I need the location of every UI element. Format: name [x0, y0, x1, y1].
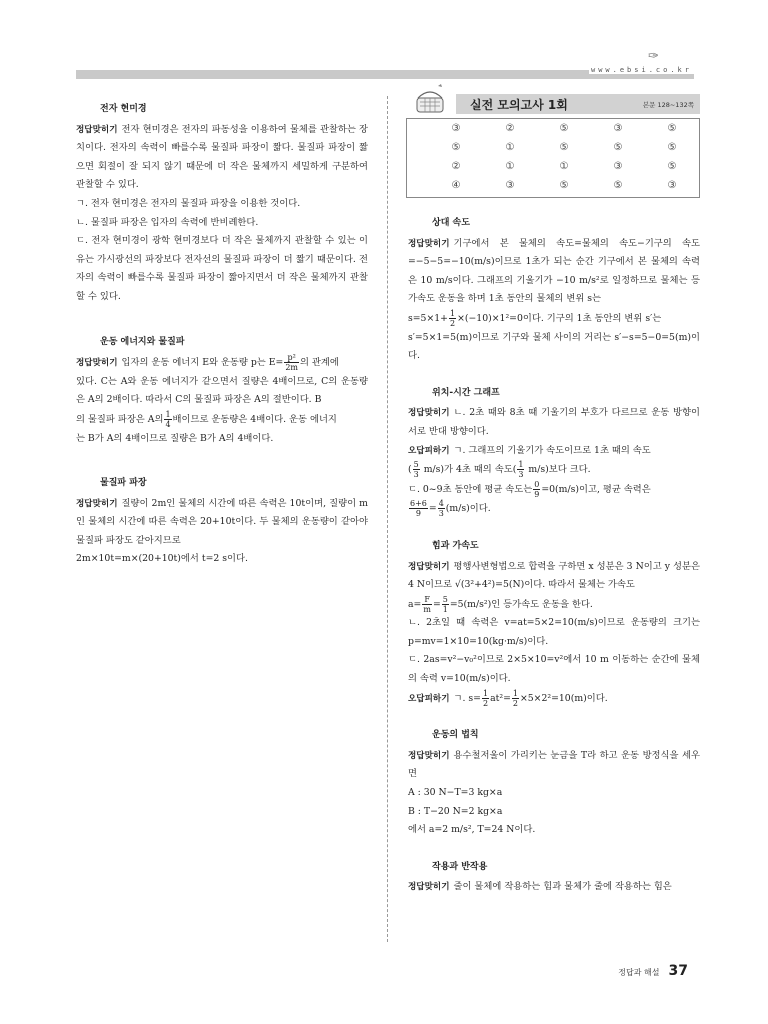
- answer-cell: ⑤: [613, 180, 623, 191]
- answer-table: [406, 118, 700, 198]
- section-force-acceleration: [408, 537, 700, 708]
- fraction: $\frac{\text{p²}}{2m}$: [285, 353, 298, 373]
- fraction: $\frac{6+6}{9}$: [410, 499, 427, 519]
- fraction: $\frac{5}{3}$: [413, 460, 419, 480]
- text: ×(−10)×1²=0이다. 기구의 1초 동안의 변위 s′는: [457, 312, 662, 324]
- paragraph: B : T−20 N=2 kg×a: [408, 805, 503, 817]
- answer-header: [440, 92, 700, 116]
- answer-cell: ⑤: [559, 123, 569, 134]
- paragraph: $\frac{6+6}{9}$ = $\frac{4}{3}$ (m/s)이다.: [410, 499, 491, 519]
- paragraph: [408, 442, 700, 461]
- footer-label: 정답과 해설: [618, 968, 660, 977]
- text: 의 관계에: [300, 357, 339, 369]
- section-title: 운동 에너지와 물질파: [100, 336, 185, 347]
- paragraph: 2m×10t=m×(20+10t)에서 t=2 s이다.: [76, 553, 248, 565]
- fraction: $\frac{F}{m}$: [423, 594, 431, 614]
- fraction: $\frac{1}{3}$: [518, 460, 524, 480]
- answer-pages: 본문 128~132쪽: [642, 101, 694, 109]
- text: 배이므로 운동량은 4배이다. 운동 에너지: [172, 413, 337, 425]
- section-title: 물질파 파장: [100, 478, 147, 489]
- right-column: [408, 214, 700, 897]
- section-matter-wave-wavelength: [76, 474, 368, 569]
- column-divider: [387, 96, 388, 942]
- answer-label: 정답맞히기: [408, 882, 450, 893]
- answer-cell: ③: [613, 161, 623, 172]
- text: 전자 현미경은 전자의 파동성을 이용하여 물체를 관찰하는 장치이다. 전자의 속력이 빠를수록 물질파 파장이 짧다. 물질파 파장이 짧으면 회절이 잘 되지 않기 때문에 더 작은 물체까지 세밀하게 구분하여 관찰할 수 있다.: [76, 123, 368, 191]
- answer-cell: ⑤: [667, 142, 677, 153]
- answer-cell: ⑤: [613, 142, 623, 153]
- paragraph: A : 30 N−T=3 kg×a: [408, 787, 503, 799]
- answer-label: 정답맞히기: [76, 124, 118, 135]
- paragraph: [408, 878, 700, 897]
- paragraph: [76, 121, 368, 195]
- text: 질량이 2m인 물체의 시간에 따른 속력은 10t이며, 질량이 m인 물체의 시간에 따른 속력은 20+10t이다. 두 물체의 운동량이 같아야 물질파 파장도 같아지므로: [76, 497, 368, 546]
- answer-cell: ③: [505, 180, 515, 191]
- answer-row: [407, 120, 699, 138]
- fraction: $\frac{1}{2}$: [512, 688, 518, 708]
- answer-title: 실전 모의고사 1회: [470, 98, 568, 112]
- answer-label: 정답맞히기: [408, 750, 450, 761]
- answer-cell: ①: [505, 142, 515, 153]
- paragraph: 있다. C는 A와 운동 에너지가 같으면서 질량은 4배이므로, C의 운동량은 A의 2배이다. 따라서 C의 물질파 파장은 A의 절반이다. B: [76, 375, 368, 406]
- answer-cell: ⑤: [451, 142, 461, 153]
- answer-row: [407, 177, 699, 195]
- section-laws-of-motion: [408, 726, 700, 840]
- section-position-time-graph: [408, 384, 700, 519]
- section-electron-microscope: [76, 100, 368, 307]
- text: 평행사변형법으로 합력을 구하면 x 성분은 3 N이고 y 성분은 4 N이므로 √(3²+4²)=5(N)이다. 따라서 물체는 가속도: [408, 560, 700, 591]
- paragraph: [76, 495, 368, 551]
- answer-label: 정답맞히기: [408, 561, 450, 572]
- answer-label: 정답맞히기: [76, 498, 118, 509]
- text: s=5×1+: [408, 312, 448, 324]
- answer-cell: ⑤: [559, 142, 569, 153]
- answer-cell: ⑤: [667, 161, 677, 172]
- paragraph: ㄱ. 전자 현미경은 전자의 물질파 파장을 이용한 것이다.: [76, 197, 301, 209]
- fraction: $\frac{4}{3}$: [438, 499, 444, 519]
- answer-label: 정답맞히기: [408, 408, 450, 419]
- paragraph: ㄷ. 2as=v²−v₀²이므로 2×5×10=v²에서 10 m 이동하는 순간에 물체의 속력 v=10(m/s)이다.: [408, 654, 700, 685]
- answer-label: 정답맞히기: [408, 238, 450, 249]
- paragraph: a= $\frac{F}{m}$ = $\frac{5}{1}$ =5(m/s²)인 등가속도 운동을 한다.: [408, 594, 593, 614]
- fraction: $\frac{1}{2}$: [449, 308, 456, 328]
- text: 입자의 운동 에너지 E와 운동량 p는 E=: [121, 357, 284, 369]
- paragraph: [408, 404, 700, 441]
- left-column: [76, 100, 368, 569]
- paragraph: s′=5×1=5(m)이므로 기구와 물체 사이의 거리는 s′−s=5−0=5(m)이다.: [408, 331, 700, 362]
- fraction: $\frac{1}{2}$: [482, 688, 489, 708]
- page-footer: [618, 960, 688, 979]
- paragraph: [76, 410, 368, 430]
- section-action-reaction: [408, 858, 700, 897]
- paragraph: [408, 309, 700, 329]
- answer-label: 정답맞히기: [76, 358, 118, 369]
- text: ㄱ. 그래프의 기울기가 속도이므로 1초 때의 속도: [453, 444, 651, 456]
- answer-cell: ⑤: [667, 123, 677, 134]
- section-title: 위치-시간 그래프: [432, 387, 500, 398]
- fraction: $\frac{0}{9}$: [534, 479, 540, 499]
- section-title: 전자 현미경: [100, 104, 147, 114]
- wrong-answer-label: 오답피하기: [408, 693, 450, 704]
- page-number: 37: [668, 963, 688, 979]
- paragraph: ㄴ. 물질파 파장은 입자의 속력에 반비례한다.: [76, 216, 259, 228]
- answer-row: [407, 158, 699, 176]
- fraction: $\frac{5}{1}$: [442, 594, 448, 614]
- section-title: 상대 속도: [432, 218, 470, 228]
- section-title: 힘과 가속도: [432, 540, 479, 551]
- answer-cell: ③: [613, 123, 623, 134]
- paragraph: [76, 353, 368, 373]
- answer-cell: ①: [505, 161, 515, 172]
- paragraph: 에서 a=2 m/s², T=24 N이다.: [408, 824, 536, 836]
- paragraph: ㄷ. 0~9초 동안에 평균 속도는 $\frac{0}{9}$ =0(m/s)이고, 평균 속력은: [408, 479, 651, 499]
- section-title: 운동의 법칙: [432, 730, 479, 741]
- answer-cell: ②: [451, 161, 461, 172]
- answer-cell: ③: [667, 180, 677, 191]
- paragraph: ( $\frac{5}{3}$ m/s)가 4초 때의 속도( $\frac{1}{3}$ m/s)보다 크다.: [408, 460, 591, 480]
- answer-cell: ④: [451, 180, 461, 191]
- text: 줄이 물체에 작용하는 힘과 물체가 줄에 작용하는 힘은: [453, 881, 672, 893]
- section-title: 작용과 반작용: [432, 861, 488, 872]
- answer-cell: ⑤: [559, 180, 569, 191]
- paragraph: 는 B가 A의 4배이므로 질량은 B가 A의 4배이다.: [76, 432, 274, 444]
- text: ㄴ. 2초 때와 8초 때 기울기의 부호가 다르므로 운동 방향이 서로 반대 방향이다.: [408, 407, 700, 437]
- wrong-answer-label: 오답피하기: [408, 445, 450, 456]
- text: 의 물질파 파장은 A의: [76, 413, 164, 425]
- fraction: $\frac{1}{4}$: [165, 409, 171, 429]
- paragraph: 오답피하기 ㄱ. s= $\frac{1}{2}$ at²= $\frac{1}{2}$ ×5×2²=10(m)이다.: [408, 688, 608, 708]
- section-kinetic-energy-matter-wave: [76, 333, 368, 449]
- answer-cell: ②: [505, 123, 515, 134]
- text: 기구에서 본 물체의 속도=물체의 속도−기구의 속도=−5−5=−10(m/s)이므로 1초가 되는 순간 기구에서 본 물체의 속력은 10 m/s이다. 그래프의 기울기가 −10 m/s²로 일정하므로 물체는 등가속도 운동을 하며 1초 동안의 물체의 변위 s는: [408, 237, 700, 305]
- site-url: www.ebsi.co.kr: [590, 66, 692, 74]
- answer-row: [407, 139, 699, 157]
- section-relative-velocity: [408, 214, 700, 366]
- paragraph: ㄷ. 전자 현미경이 광학 현미경보다 더 작은 물체까지 관찰할 수 있는 이유는 가시광선의 파장보다 전자선의 물질파 파장이 더 짧기 때문이다. 전자의 속력이 빠를수록 물질파 파장이 짧아지면서 더 작은 물체까지 관찰할 수 있다.: [76, 235, 368, 302]
- paragraph: [408, 747, 700, 784]
- paragraph: ㄴ. 2초일 때 속력은 v=at=5×2=10(m/s)이므로 운동량의 크기는 p=mv=1×10=10(kg·m/s)이다.: [408, 617, 700, 647]
- answer-cell: ③: [451, 123, 461, 134]
- paragraph: [408, 235, 700, 309]
- paragraph: [408, 558, 700, 595]
- text: 용수철저울이 가리키는 눈금을 T라 하고 운동 방정식을 세우면: [408, 749, 700, 780]
- answer-cell: ①: [559, 161, 569, 172]
- bird-logo-icon: ✑: [648, 49, 659, 64]
